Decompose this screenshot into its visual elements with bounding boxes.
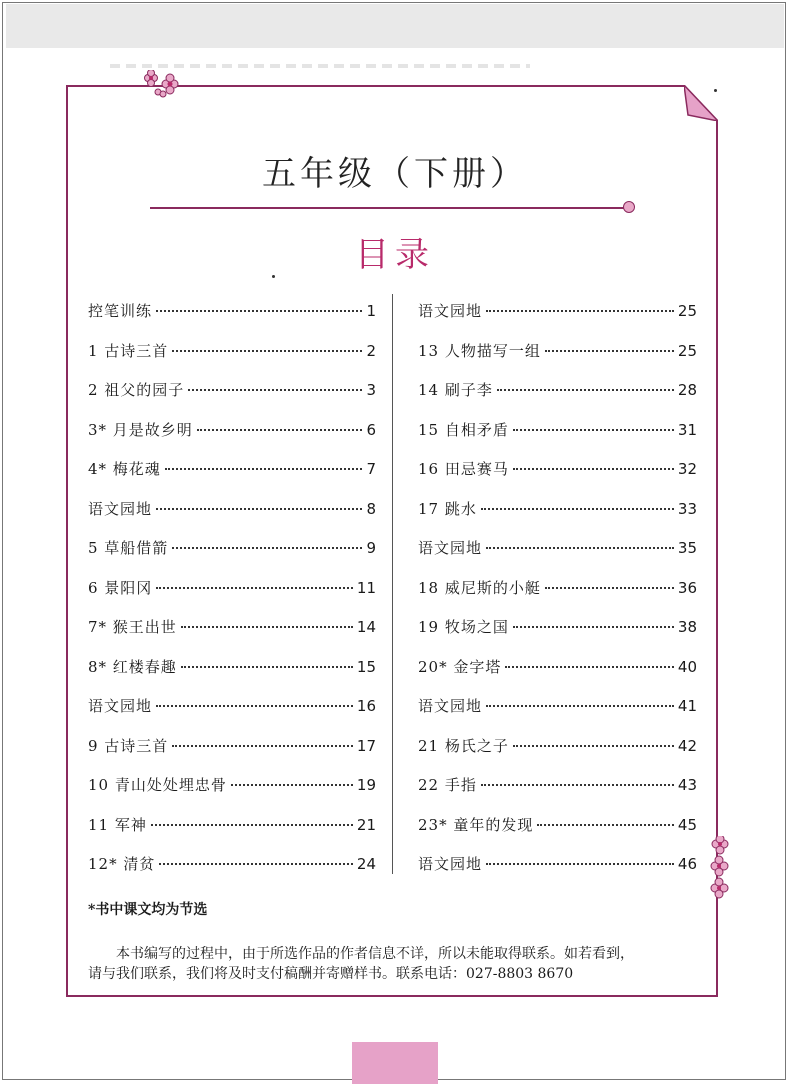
toc-entry [88,340,376,380]
toc-entry-title: 控笔训练 [88,302,153,320]
toc-entry-page: 17 [356,736,376,755]
toc-entry-title: 语文园地 [418,855,483,873]
toc-entry-page: 42 [677,736,697,755]
bleed-through-text [110,64,530,68]
dot-leader [172,547,362,549]
toc-entry [88,656,376,696]
toc-entry [418,774,697,814]
toc-entry-page: 15 [356,657,376,676]
top-margin-strip [6,4,784,48]
toc-entry [88,814,376,854]
toc-entry [418,458,697,498]
toc-entry-title: 13 人物描写一组 [418,341,541,360]
toc-entry-page: 32 [677,460,697,478]
toc-entry-page: 2 [366,341,376,360]
toc-entry-page: 19 [356,776,376,794]
toc-entry-title: 11 军神 [88,815,147,834]
underline-end-dot [623,201,635,213]
toc-entry-title: 语文园地 [88,499,153,518]
toc-entry [88,300,376,340]
toc-entry-page: 25 [677,341,697,360]
toc-entry-title: 14 刷子李 [418,381,493,399]
toc-entry [418,814,697,854]
toc-entry-page: 3 [366,381,376,399]
toc-entry-page: 24 [356,855,376,873]
dot-leader [231,784,353,786]
dot-leader [156,508,362,510]
flower-decoration-icon [706,836,734,906]
title-underline [150,207,628,209]
toc-entry-title: 16 田忌赛马 [418,460,509,478]
toc-entry-title: 15 自相矛盾 [418,420,509,439]
toc-entry-title: 9 古诗三首 [88,736,169,755]
toc-entry-page: 9 [366,539,376,557]
toc-entry [88,379,376,419]
toc-entry [88,616,376,656]
toc-heading: 目录 [355,235,435,275]
toc-entry [88,537,376,577]
dot-leader [545,350,674,352]
page-tab [352,1042,438,1084]
toc-entry-title: 6 景阳冈 [88,578,153,597]
toc-entry [418,419,697,459]
toc-entry-title: 21 杨氏之子 [418,736,509,755]
toc-entry-page: 43 [677,776,697,794]
toc-entry-page: 1 [366,302,376,320]
toc-entry [418,695,697,735]
notice-line-2: 请与我们联系，我们将及时支付稿酬并寄赠样书。联系电话：027-8803 8670 [88,966,574,982]
dot-leader [156,587,353,589]
footnote: *书中课文均为节选 [88,902,208,918]
toc-entry [88,735,376,775]
column-divider [392,294,393,874]
toc-entry [418,853,697,893]
toc-entry-title: 语文园地 [88,697,153,715]
toc-entry-title: 10 青山处处埋忠骨 [88,776,227,794]
toc-entry-title: 5 草船借箭 [88,539,169,557]
toc-entry-page: 41 [677,697,697,715]
dot-leader [486,310,674,312]
dot-leader [151,824,353,826]
dot-leader [181,666,353,668]
toc-entry [88,853,376,893]
toc-entry-title: 18 威尼斯的小艇 [418,578,541,597]
toc-entry [418,498,697,538]
toc-entry-title: 22 手指 [418,776,477,794]
toc-entry-page: 25 [677,302,697,320]
toc-entry-page: 8 [366,499,376,518]
toc-entry-page: 6 [366,420,376,439]
toc-entry-page: 40 [677,657,697,676]
dot-leader [159,863,353,865]
dot-leader [486,547,674,549]
toc-right-column [418,300,697,893]
flower-decoration-icon [138,70,188,100]
toc-entry-title: 4* 梅花魂 [88,460,161,478]
toc-entry [88,458,376,498]
dot-leader [497,389,674,391]
toc-entry-title: 语文园地 [418,539,483,557]
toc-entry [88,498,376,538]
dot-leader [545,587,674,589]
toc-entry [418,379,697,419]
dot-leader [481,784,674,786]
dot-leader [513,626,674,628]
toc-entry-page: 36 [677,578,697,597]
toc-entry-page: 16 [356,697,376,715]
toc-entry-page: 46 [677,855,697,873]
page-title: 五年级（下册） [262,154,528,194]
dot-leader [537,824,674,826]
toc-entry [418,340,697,380]
dot-leader [486,705,674,707]
toc-entry [418,735,697,775]
dot-leader [172,350,362,352]
toc-entry [418,300,697,340]
dot-leader [486,863,674,865]
notice-line-1: 本书编写的过程中，由于所选作品的作者信息不详，所以未能取得联系。如若看到， [116,946,634,962]
toc-entry-title: 3* 月是故乡明 [88,420,193,439]
toc-entry [88,577,376,617]
toc-entry-page: 21 [356,815,376,834]
dot-leader [181,626,353,628]
toc-entry-page: 33 [677,499,697,518]
dot-leader [513,429,674,431]
folded-corner-icon [684,85,718,121]
speck [714,89,717,92]
toc-entry-page: 7 [366,460,376,478]
toc-entry [88,695,376,735]
toc-entry-page: 31 [677,420,697,439]
dot-leader [172,745,353,747]
toc-entry [88,419,376,459]
toc-entry [418,577,697,617]
dot-leader [513,468,674,470]
toc-left-column [88,300,376,893]
dot-leader [505,666,674,668]
dot-leader [197,429,363,431]
toc-entry [418,616,697,656]
toc-entry-title: 20* 金字塔 [418,657,502,676]
toc-entry-page: 38 [677,618,697,636]
toc-entry-title: 12* 清贫 [88,855,156,873]
toc-entry-title: 17 跳水 [418,499,477,518]
toc-entry-page: 14 [356,618,376,636]
toc-entry-page: 28 [677,381,697,399]
dot-leader [156,705,353,707]
dot-leader [481,508,674,510]
toc-entry [418,537,697,577]
dot-leader [165,468,363,470]
copyright-notice [88,944,708,984]
toc-entry-page: 45 [677,815,697,834]
toc-entry-title: 8* 红楼春趣 [88,657,177,676]
toc-entry-title: 7* 猴王出世 [88,618,177,636]
toc-entry-page: 11 [356,578,376,597]
toc-entry [88,774,376,814]
toc-entry-title: 语文园地 [418,302,483,320]
toc-entry-title: 19 牧场之国 [418,618,509,636]
toc-entry-title: 语文园地 [418,697,483,715]
toc-entry-title: 2 祖父的园子 [88,381,185,399]
toc-entry [418,656,697,696]
dot-leader [188,389,362,391]
toc-entry-title: 1 古诗三首 [88,341,169,360]
toc-entry-title: 23* 童年的发现 [418,815,534,834]
toc-entry-page: 35 [677,539,697,557]
dot-leader [156,310,362,312]
dot-leader [513,745,674,747]
